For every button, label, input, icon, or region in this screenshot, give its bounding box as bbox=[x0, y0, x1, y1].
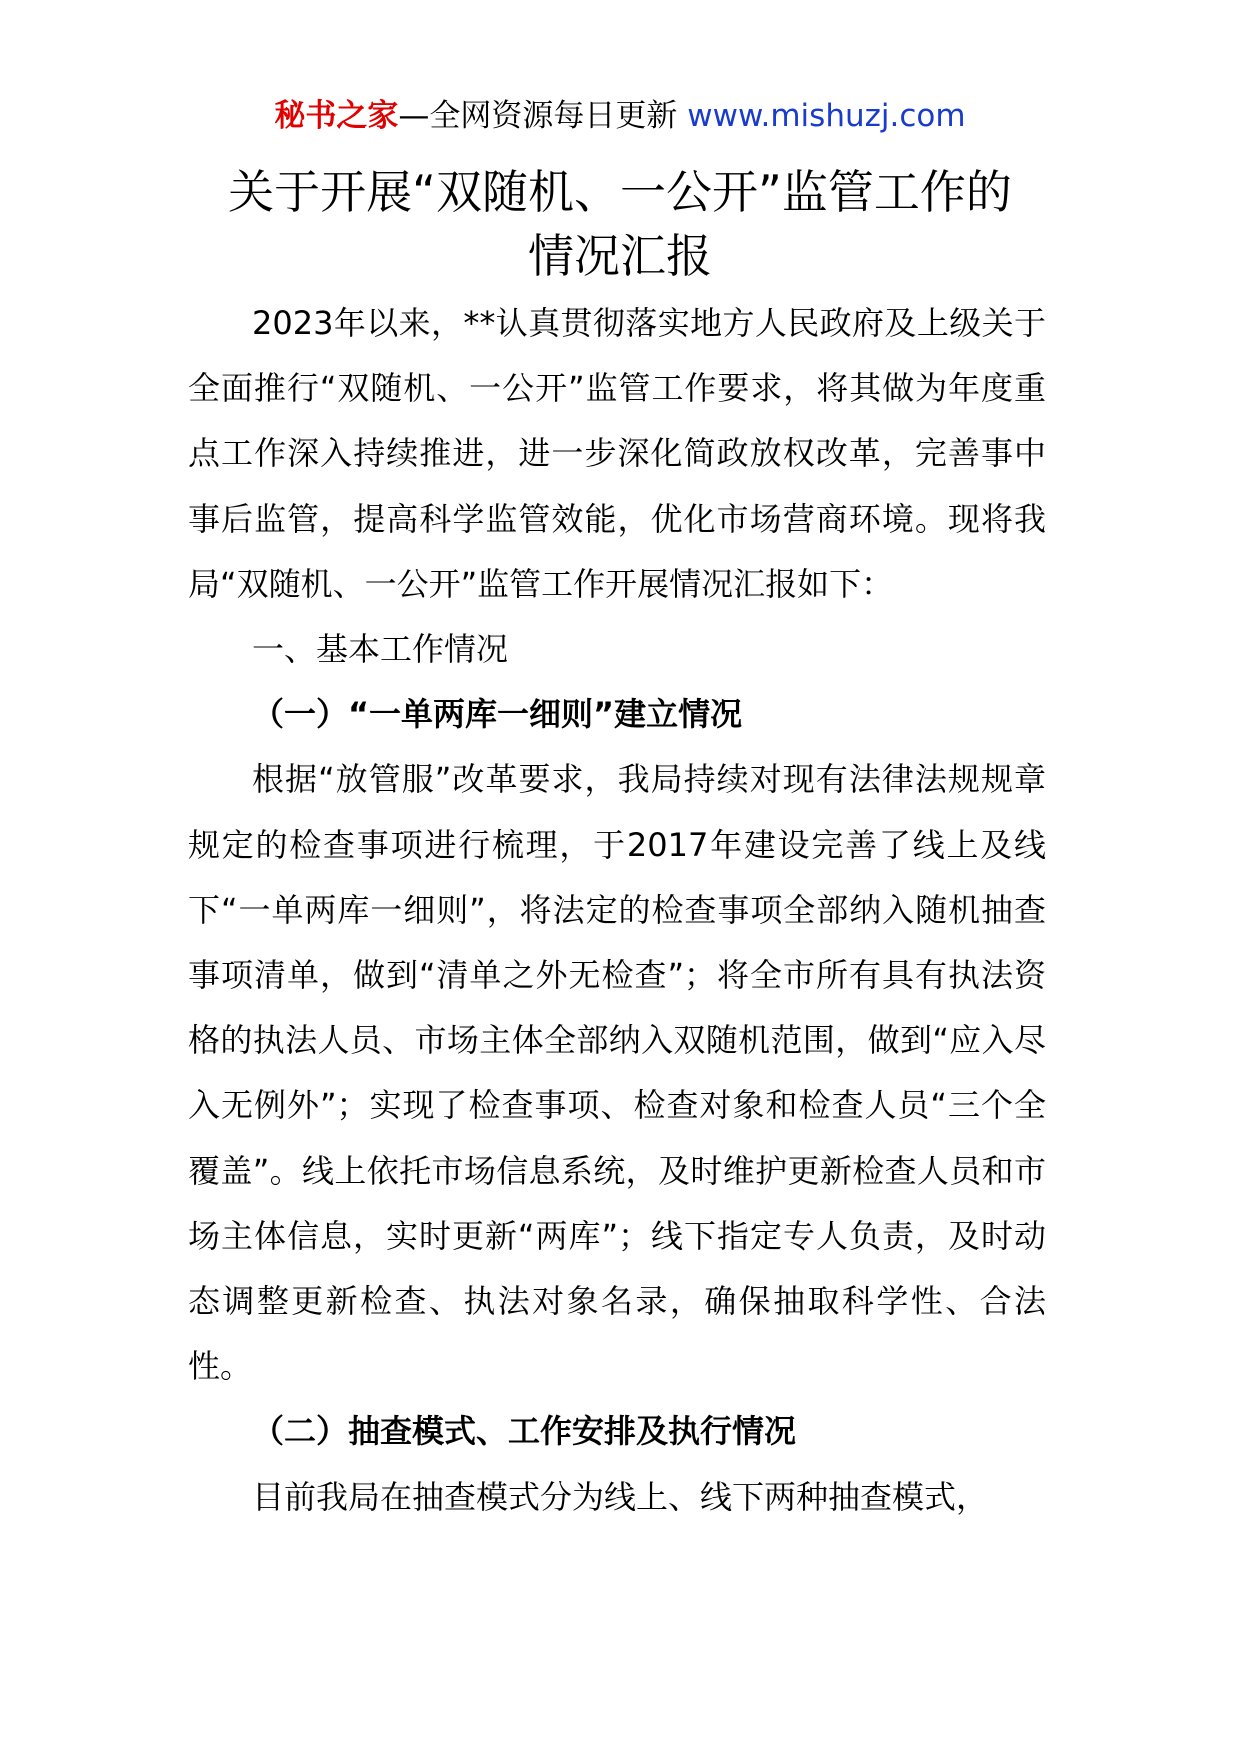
brand-name: 秘书之家 bbox=[274, 98, 399, 134]
document-body bbox=[188, 291, 1046, 1530]
intro-paragraph: 2023年以来，**认真贯彻落实地方人民政府及上级关于全面推行“双随机、一公开”监管工作要求，将其做为年度重点工作深入持续推进，进一步深化简政放权改革，完善事中事后监管，提高科学监管效能，优化市场营商环境。现将我局“双随机、一公开”监管工作开展情况汇报如下： bbox=[188, 304, 1046, 603]
subsection-1-heading: （一）“一单两库一细则”建立情况 bbox=[252, 695, 743, 734]
subsection-2-heading: （二）抽查模式、工作安排及执行情况 bbox=[252, 1412, 797, 1451]
subsection-2-paragraph: 目前我局在抽查模式分为线上、线下两种抽查模式， bbox=[252, 1477, 989, 1516]
subsection-1-paragraph: 根据“放管服”改革要求，我局持续对现有法律法规规章规定的检查事项进行梳理，于2017年建设完善了线上及线下“一单两库一细则”，将法定的检查事项全部纳入随机抽查事项清单，做到“清单之外无检查”；将全市所有具有执法资格的执法人员、市场主体全部纳入双随机范围，做到“应入尽入无例外”；实现了检查事项、检查对象和检查人员“三个全覆盖”。线上依托市场信息系统，及时维护更新检查人员和市场主体信息，实时更新“两库”；线下指定专人负责，及时动态调整更新检查、执法对象名录，确保抽取科学性、合法性。 bbox=[188, 760, 1046, 1386]
document-title bbox=[150, 160, 1090, 288]
brand-slogan: —全网资源每日更新 bbox=[398, 98, 688, 134]
watermark-header bbox=[0, 96, 1240, 136]
title-line-1: 关于开展“双随机、一公开”监管工作的 bbox=[228, 165, 1012, 219]
brand-url: www.mishuzj.com bbox=[687, 98, 966, 134]
section-1-heading: 一、基本工作情况 bbox=[252, 630, 509, 669]
title-line-2: 情况汇报 bbox=[528, 229, 712, 283]
